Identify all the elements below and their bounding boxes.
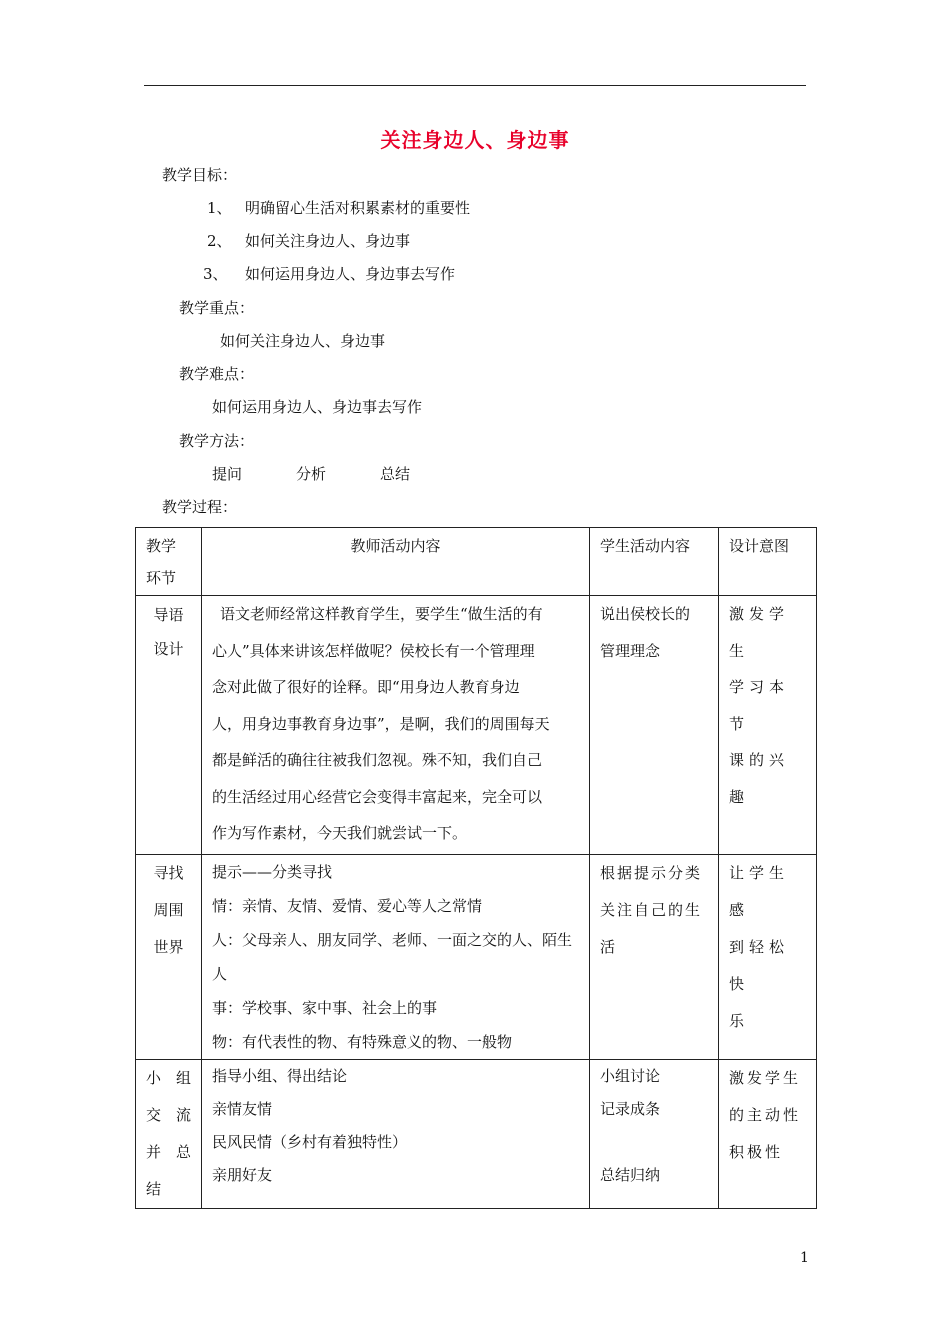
method-item: 分析: [296, 465, 327, 483]
intent-line: 激发学生: [729, 1069, 802, 1087]
intent-cell: [719, 1060, 817, 1209]
table-row: [136, 596, 817, 855]
method-item: 提问: [212, 465, 243, 483]
header-stage-line: 环节: [146, 569, 177, 587]
intent-line: 让学生感: [729, 864, 790, 919]
process-label: 教学过程：: [162, 498, 238, 516]
teacher-line: 都是鲜活的确往往被我们忽视。殊不知，我们自己: [212, 751, 543, 769]
header-teacher-label: 教师活动内容: [350, 537, 441, 555]
student-line: 总结归纳: [600, 1166, 661, 1184]
objective-text: 如何关注身边人、身边事: [245, 232, 411, 250]
lesson-process-table: [135, 527, 817, 1209]
header-student-label: 学生活动内容: [600, 537, 691, 555]
objectives-label: 教学目标：: [162, 166, 238, 184]
student-line: 管理理念: [600, 641, 661, 660]
stage-line: 导语: [153, 606, 184, 624]
header-teacher: [202, 528, 590, 596]
stage-line: 寻找: [153, 864, 184, 882]
stage-line: 周围: [153, 901, 184, 919]
student-line: 活: [600, 938, 618, 956]
key-point-text: 如何关注身边人、身边事: [220, 332, 386, 350]
stage-line: 并 总: [146, 1143, 192, 1161]
intent-line: 激发学生: [729, 605, 790, 660]
objective-text: 明确留心生活对积累素材的重要性: [245, 199, 471, 217]
teacher-line: 指导小组、得出结论: [212, 1067, 348, 1085]
stage-line: 交 流: [146, 1106, 192, 1124]
difficulty-label: 教学难点：: [179, 365, 255, 383]
stage-line: 设计: [153, 640, 184, 658]
stage-line: 世界: [153, 938, 184, 956]
teacher-cell: [202, 596, 590, 855]
teacher-line: 人：父母亲人、朋友同学、老师、一面之交的人、陌生: [212, 931, 573, 949]
teacher-cell: [202, 1060, 590, 1209]
student-line: 说出侯校长的: [600, 605, 691, 623]
page-title: 关注身边人、身边事: [380, 128, 570, 152]
student-cell: [590, 855, 719, 1060]
teacher-cell: [202, 855, 590, 1060]
intent-line: 的主动性: [729, 1106, 802, 1124]
objective-number: 2、: [207, 232, 232, 250]
table-header-row: [136, 528, 817, 596]
intent-line: 积极性: [729, 1143, 784, 1161]
intent-line: 学习本节: [729, 678, 790, 733]
stage-line: 结: [146, 1180, 162, 1198]
table-row: [136, 855, 817, 1060]
method-item: 总结: [380, 465, 411, 483]
student-line: 记录成条: [600, 1100, 661, 1118]
objective-text: 如何运用身边人、身边事去写作: [245, 265, 456, 283]
stage-line: 小 组: [146, 1069, 192, 1087]
method-label: 教学方法：: [179, 432, 255, 450]
teacher-line: 的生活经过用心经营它会变得丰富起来，完全可以: [212, 787, 543, 806]
header-student: [590, 528, 719, 596]
intent-line: 乐: [729, 1012, 750, 1030]
student-line: 关注自己的生: [600, 901, 703, 919]
teacher-line: 作为写作素材，今天我们就尝试一下。: [212, 824, 468, 842]
teacher-line: 民风民情（乡村有着独特性）: [212, 1133, 408, 1151]
stage-cell: [136, 855, 202, 1060]
student-cell: [590, 596, 719, 855]
teacher-line: 亲朋好友: [212, 1166, 273, 1184]
teacher-line: 提示——分类寻找: [212, 863, 333, 881]
teacher-line: 语文老师经常这样教育学生，要学生“做生活的有: [220, 605, 543, 623]
header-intent: [719, 528, 817, 596]
table-row: [136, 1060, 817, 1209]
teacher-line: 物：有代表性的物、有特殊意义的物、一般物: [212, 1033, 513, 1051]
stage-cell: [136, 596, 202, 855]
objective-number: 1、: [207, 199, 232, 217]
intent-cell: [719, 855, 817, 1060]
student-line: [600, 1126, 710, 1159]
difficulty-text: 如何运用身边人、身边事去写作: [212, 398, 423, 416]
header-rule: [144, 85, 806, 86]
teacher-line: 心人”具体来讲该怎样做呢？侯校长有一个管理理: [212, 641, 535, 660]
teacher-line: 念对此做了很好的诠释。即“用身边人教育身边: [212, 678, 520, 696]
header-stage-line: 教学: [146, 537, 177, 555]
intent-line: 课的兴趣: [729, 751, 790, 806]
intent-line: 到轻松快: [729, 938, 790, 993]
intent-cell: [719, 596, 817, 855]
objective-number: 3、: [203, 265, 228, 283]
teacher-line: 人，用身边事教育身边事”，是啊，我们的周围每天: [212, 714, 550, 733]
page-number: 1: [800, 1250, 809, 1266]
stage-cell: [136, 1060, 202, 1209]
teacher-line: 亲情友情: [212, 1100, 273, 1118]
student-line: 小组讨论: [600, 1067, 661, 1085]
header-intent-label: 设计意图: [729, 537, 790, 555]
student-cell: [590, 1060, 719, 1209]
teacher-line: 人: [212, 965, 228, 983]
student-line: 根据提示分类: [600, 864, 703, 882]
key-point-label: 教学重点：: [179, 299, 255, 317]
teacher-line: 事：学校事、家中事、社会上的事: [212, 999, 438, 1017]
header-stage: [136, 528, 202, 596]
teacher-line: 情：亲情、友情、爱情、爱心等人之常情: [212, 897, 483, 915]
